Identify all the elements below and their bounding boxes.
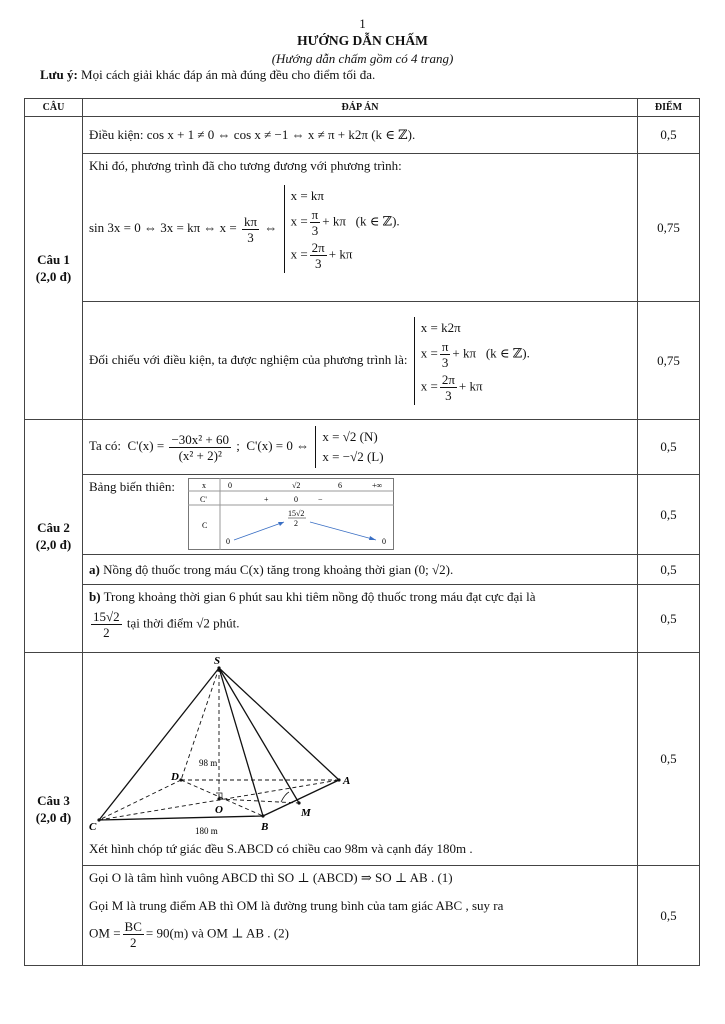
variation-table-label: Bảng biến thiên: <box>89 479 175 494</box>
vertex-D: D <box>171 771 179 783</box>
var-deriv-plus: + <box>264 495 269 504</box>
table-header <box>25 99 700 117</box>
table-row <box>25 653 700 866</box>
solution-system: x = √2 (N) x = −√2 (L) <box>315 426 383 468</box>
var-x-0: 0 <box>228 481 233 490</box>
points-cell: 0,5 <box>638 117 700 154</box>
table-row <box>25 866 700 966</box>
solution-system: x = k2π x = $\frac{\pi}{3}$ + kπ (k ∈ ℤ). x = $\frac{2\pi}{3}$ + kπ <box>414 317 530 405</box>
q1-intro: Khi đó, phương trình đã cho tương đương với phương trình: <box>89 158 402 173</box>
page-number: 1 <box>359 16 366 31</box>
vertex-C: C <box>89 821 97 833</box>
document-subtitle: (Hướng dẫn chấm gồm có 4 trang) <box>271 51 454 66</box>
col-question: CÂU <box>25 99 83 117</box>
vertex-M: M <box>301 807 311 819</box>
answer-cell: Gọi O là tâm hình vuông ABCD thì SO ⊥ (ABCD) ⇒ SO ⊥ AB . (1) Gọi M là trung điểm AB thì OM là đường trung bình của tam giác ABC , suy ra OM = $\frac{BC}{2}$ = 90(m) và OM ⊥ AB . (2) <box>83 866 638 966</box>
var-c-max-num: 15√2 <box>288 509 305 518</box>
points-cell: 0,5 <box>638 420 700 475</box>
document-title: HƯỚNG DẪN CHẤM <box>297 33 428 48</box>
vertex-B: B <box>261 821 269 833</box>
q2-part-b: Trong khoảng thời gian 6 phút sau khi tiêm nồng độ thuốc trong máu đạt cực đại là <box>103 589 536 604</box>
base-label: 180 m <box>195 826 218 836</box>
answer-cell <box>83 475 638 555</box>
question-label: Câu 3 <box>37 793 70 808</box>
question-score: (2,0 đ) <box>35 269 72 284</box>
derivative-formula: C'(x) = <box>127 437 165 453</box>
table-row <box>25 302 700 420</box>
points-cell: 0,5 <box>638 555 700 585</box>
fraction: $\frac{k\pi}{3}$ <box>243 213 258 245</box>
points-cell: 0,5 <box>638 653 700 866</box>
question-score: (2,0 đ) <box>35 810 72 825</box>
points-cell: 0,5 <box>638 475 700 555</box>
points-cell: 0,75 <box>638 154 700 302</box>
var-c-start: 0 <box>226 537 231 546</box>
var-c-label: C <box>202 521 208 530</box>
var-x-sqrt2: √2 <box>292 481 301 490</box>
answer-cell: a) Nồng độ thuốc trong máu C(x) tăng trong khoảng thời gian (0; √2). <box>83 555 638 585</box>
table-row <box>25 154 700 302</box>
note-label: Lưu ý: <box>40 67 78 82</box>
points-cell: 0,75 <box>638 302 700 420</box>
q3-line-2: Gọi M là trung điểm AB thì OM là đường trung bình của tam giác ABC , suy ra <box>89 898 504 913</box>
q3-line-1: Gọi O là tâm hình vuông ABCD thì SO ⊥ (ABCD) ⇒ SO ⊥ AB . (1) <box>89 870 453 885</box>
table-row <box>25 117 700 154</box>
var-deriv-minus: − <box>318 495 323 504</box>
answer-cell: Ta có: C'(x) = $\frac{\text{−30x² + 60}}{\text{(x² + 2)²}}$ ; C'(x) = 0 ⇔ x = √2 (N) x = −√2 (L) <box>83 420 638 475</box>
answer-table <box>24 98 700 966</box>
question-cell <box>25 420 83 653</box>
var-deriv-zero: 0 <box>294 495 299 504</box>
var-x-label: x <box>202 481 207 490</box>
height-label: 98 m <box>199 758 218 768</box>
answer-cell <box>83 117 638 154</box>
var-c-end: 0 <box>382 537 387 546</box>
answer-cell: Khi đó, phương trình đã cho tương đương với phương trình: sin 3x = 0 ⇔ 3x = kπ ⇔ x = $\frac{k\pi}{3}$ ⇔ x = kπ x = $\frac{\pi}{3}$ + kπ (k ∈ ℤ). x = $\frac{2\pi}{3}$ + kπ <box>83 154 638 302</box>
vertex-A: A <box>343 775 351 787</box>
table-row <box>25 475 700 555</box>
col-points: ĐIỂM <box>638 99 700 117</box>
vertex-O: O <box>215 804 223 816</box>
q1-condition: Điều kiện: cos x + 1 ≠ 0 ⇔ cos x ≠ −1 ⇔ x ≠ π + k2π (k ∈ ℤ). <box>89 127 416 142</box>
col-answer: ĐÁP ÁN <box>83 99 638 117</box>
q2-part-a: Nồng độ thuốc trong máu C(x) tăng trong khoảng thời gian (0; √2). <box>103 561 454 577</box>
question-label: Câu 2 <box>37 520 70 535</box>
variation-table <box>188 478 394 550</box>
decrease-arrow <box>310 522 376 540</box>
var-deriv-label: C' <box>200 495 207 504</box>
var-x-inf: +∞ <box>372 481 383 490</box>
solution-system: x = kπ x = $\frac{\pi}{3}$ + kπ (k ∈ ℤ). x = $\frac{2\pi}{3}$ + kπ <box>284 185 400 273</box>
q1-equation: sin 3x = 0 ⇔ 3x = kπ ⇔ x = <box>89 219 237 235</box>
points-cell: 0,5 <box>638 866 700 966</box>
var-x-6: 6 <box>338 481 343 490</box>
points-cell: 0,5 <box>638 585 700 653</box>
note-text: Mọi cách giải khác đáp án mà đúng đều cho điểm tối đa. <box>81 67 376 82</box>
fraction: $\frac{15√2}{2}$ <box>93 609 120 640</box>
fraction: $\frac{\text{−30x² + 60}}{\text{(x² + 2)²}}$ <box>171 431 230 463</box>
pyramid-figure <box>89 656 389 842</box>
question-label: Câu 1 <box>37 252 70 267</box>
q3-caption: Xét hình chóp tứ giác đều S.ABCD có chiều cao 98m và cạnh đáy 180m . <box>89 841 473 856</box>
answer-cell <box>83 653 638 866</box>
increase-arrow <box>234 522 284 540</box>
answer-cell: b) Trong khoảng thời gian 6 phút sau khi tiêm nồng độ thuốc trong máu đạt cực đại là $\frac{15√2}{2}$ tại thời điểm √2 phút. <box>83 585 638 653</box>
note <box>40 67 375 83</box>
table-row <box>25 555 700 585</box>
vertex-S: S <box>214 656 221 667</box>
table-row <box>25 585 700 653</box>
var-c-max-den: 2 <box>294 519 299 528</box>
question-score: (2,0 đ) <box>35 537 72 552</box>
question-cell <box>25 117 83 420</box>
answer-cell <box>83 302 638 420</box>
fraction: $\frac{BC}{2}$ <box>124 919 142 950</box>
q1-conclusion: Đối chiếu với điều kiện, ta được nghiệm của phương trình là: <box>89 351 408 367</box>
question-cell <box>25 653 83 966</box>
table-row <box>25 420 700 475</box>
